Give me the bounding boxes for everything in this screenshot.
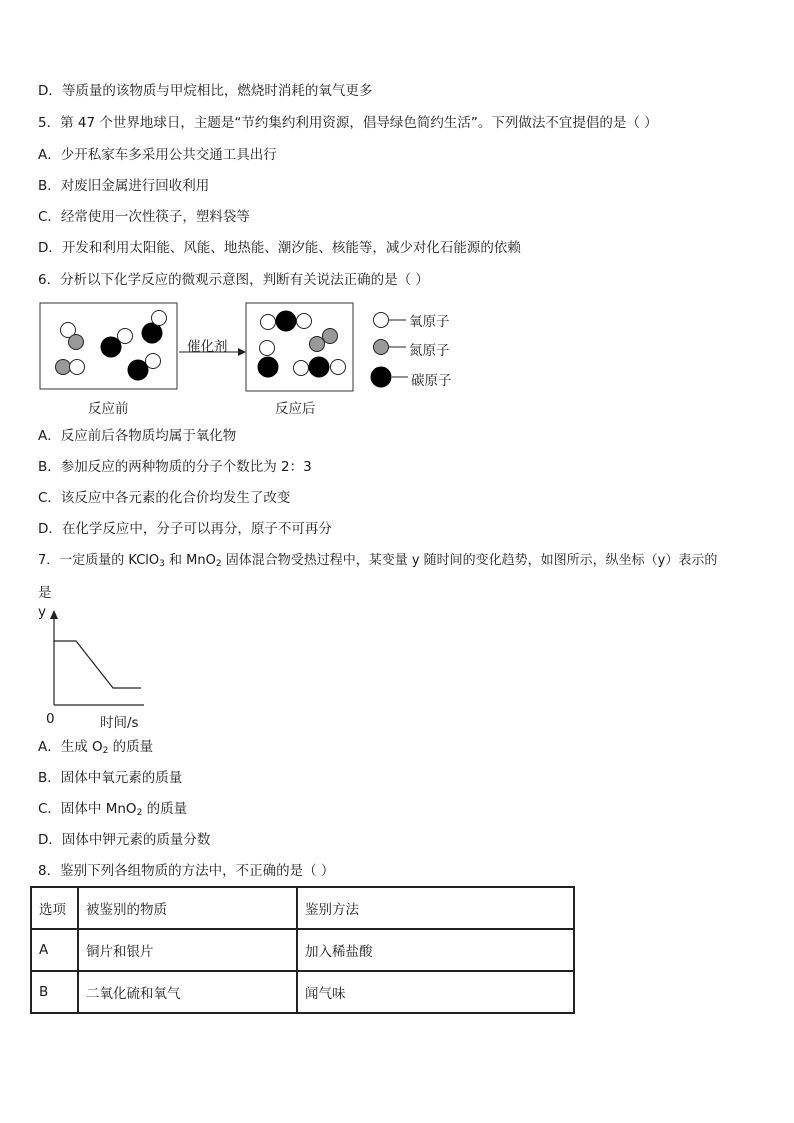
q5-option-c: C．经常使用一次性筷子，塑料袋等	[38, 209, 250, 225]
q5-option-a: A．少开私家车多采用公共交通工具出行	[38, 147, 277, 163]
header-substances: 被鉴别的物质	[78, 887, 297, 929]
y-axis-arrow	[50, 610, 58, 619]
row-option: A	[31, 929, 78, 971]
q6-option-d: D．在化学反应中，分子可以再分，原子不可再分	[38, 521, 332, 537]
q8-table	[30, 886, 575, 1014]
q7-option-a: A．生成 $O_2$ 的质量	[38, 739, 154, 756]
row-substances: 铜片和银片	[78, 929, 297, 971]
after-label: 反应后	[275, 401, 316, 417]
legend-nitrogen-label: 氮原子	[409, 343, 450, 359]
q6-option-a: A．反应前后各物质均属于氧化物	[38, 428, 237, 444]
q5-stem: 5．第 47 个世界地球日，主题是“节约集约利用资源，倡导绿色简约生活”。下列做法不宜提倡的是（ ）	[38, 115, 658, 131]
table-header-row	[31, 887, 574, 929]
q5-option-b: B．对废旧金属进行回收利用	[38, 178, 210, 194]
header-option: 选项	[31, 887, 78, 929]
q6-option-b: B．参加反应的两种物质的分子个数比为 2：3	[38, 459, 312, 475]
row-option: B	[31, 971, 78, 1013]
graph-origin-label: 0	[46, 711, 55, 727]
graph-x-label: 时间/s	[100, 715, 139, 731]
q7-stem-continued: 是	[38, 585, 52, 601]
q6-stem: 6．分析以下化学反应的微观示意图，判断有关说法正确的是（ ）	[38, 272, 429, 288]
table-row	[31, 971, 574, 1013]
q8-stem: 8．鉴别下列各组物质的方法中，不正确的是（ ）	[38, 863, 335, 879]
row-method: 加入稀盐酸	[297, 929, 574, 971]
table-row	[31, 929, 574, 971]
legend-oxygen-label: 氧原子	[409, 314, 450, 330]
before-label: 反应前	[88, 401, 129, 417]
q4-option-d: D．等质量的该物质与甲烷相比，燃烧时消耗的氧气更多	[38, 83, 373, 99]
catalyst-label: 催化剂	[187, 339, 228, 355]
q7-stem: 7．一定质量的 KClO$_3$ 和 MnO$_2$ 固体混合物受热过程中，某变量 y 随时间的变化趋势，如图所示，纵坐标（y）表示的	[38, 553, 718, 569]
row-method: 闻气味	[297, 971, 574, 1013]
q7-option-c: C．固体中 MnO$_2$ 的质量	[38, 801, 188, 818]
legend-carbon-label: 碳原子	[411, 373, 452, 389]
q7-option-d: D．固体中钾元素的质量分数	[38, 832, 211, 848]
graph-y-label: y	[38, 604, 46, 620]
row-substances: 二氧化硫和氧气	[78, 971, 297, 1013]
q5-option-d: D．开发和利用太阳能、风能、地热能、潮汐能、核能等，减少对化石能源的依赖	[38, 240, 521, 256]
header-method: 鉴别方法	[297, 887, 574, 929]
trend-line	[54, 641, 141, 688]
q6-option-c: C．该反应中各元素的化合价均发生了改变	[38, 490, 291, 506]
q7-option-b: B．固体中氧元素的质量	[38, 770, 183, 786]
